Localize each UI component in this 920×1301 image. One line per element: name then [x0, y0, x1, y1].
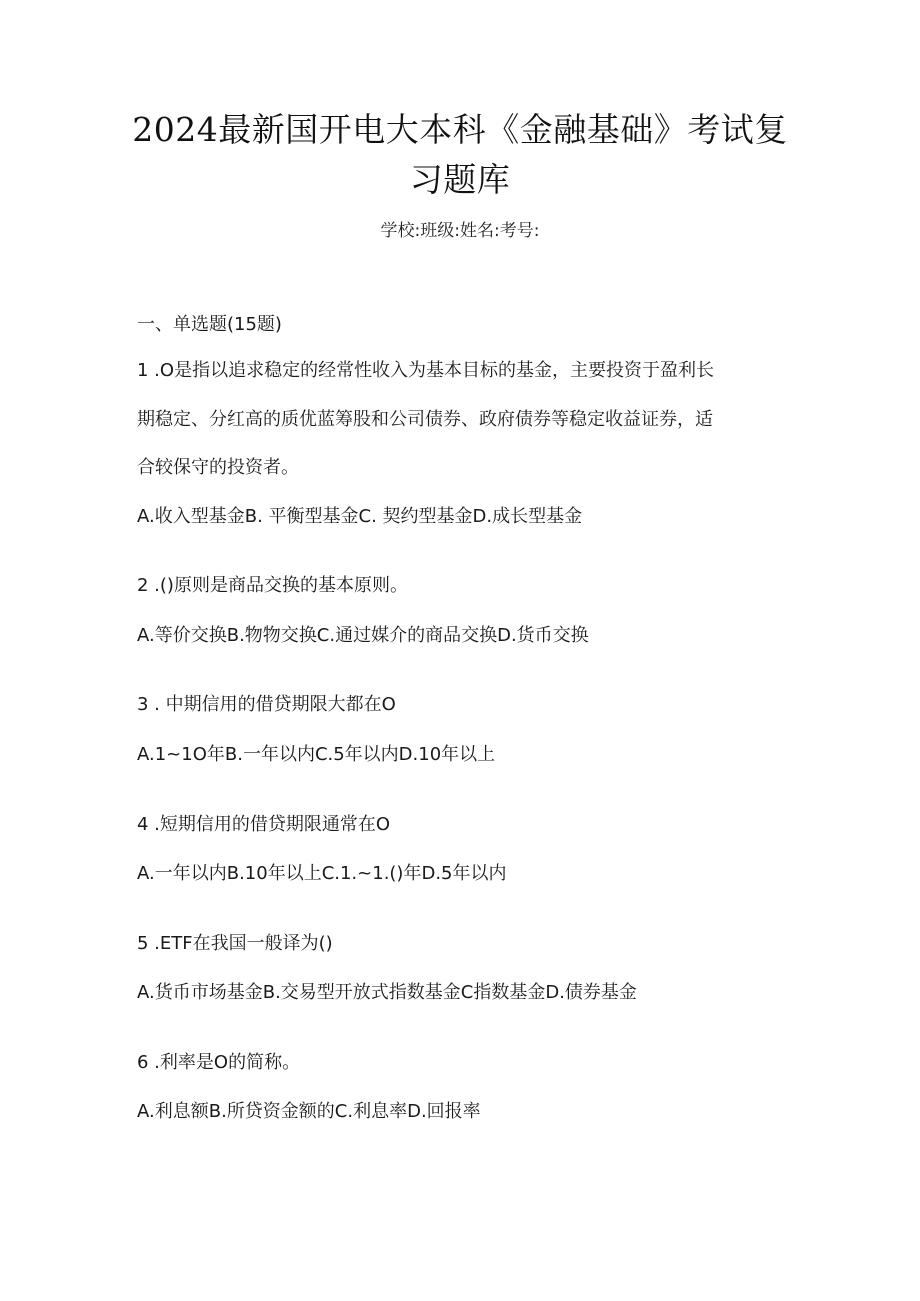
- question-5-text: 5 .ETF在我国一般译为(): [137, 933, 333, 954]
- question-3-options: A.1~1O年B.一年以内C.5年以内D.10年以上: [137, 744, 496, 765]
- question-1-text-line-2: 期稳定、分红高的质优蓝筹股和公司债券、政府债券等稳定收益证券，适: [137, 409, 713, 430]
- student-info-line: 学校:班级:姓名:考号:: [380, 221, 540, 241]
- question-6-text: 6 .利率是O的简称。: [137, 1052, 301, 1073]
- section-heading: 一、单选题(15题): [137, 314, 282, 335]
- question-2-options: A.等价交换B.物物交换C.通过媒介的商品交换D.货币交换: [137, 625, 589, 646]
- question-1-options: A.收入型基金B. 平衡型基金C. 契约型基金D.成长型基金: [137, 506, 583, 527]
- question-6-options: A.利息额B.所贷资金额的C.利息率D.回报率: [137, 1101, 481, 1122]
- question-1-text-line-3: 合较保守的投资者。: [137, 457, 299, 478]
- document-title-line-1: 2024最新国开电大本科《金融基础》考试复: [132, 110, 788, 149]
- question-4-options: A.一年以内B.10年以上C.1.~1.()年D.5年以内: [137, 863, 507, 884]
- document-title-line-2: 习题库: [409, 160, 511, 199]
- question-2-text: 2 .()原则是商品交换的基本原则。: [137, 575, 408, 596]
- question-4-text: 4 .短期信用的借贷期限通常在O: [137, 814, 391, 835]
- question-3-text: 3 . 中期信用的借贷期限大都在O: [137, 694, 396, 715]
- question-5-options: A.货币市场基金B.交易型开放式指数基金C指数基金D.债券基金: [137, 982, 637, 1003]
- question-1-text-line-1: 1 .O是指以追求稳定的经常性收入为基本目标的基金，主要投资于盈利长: [137, 360, 715, 381]
